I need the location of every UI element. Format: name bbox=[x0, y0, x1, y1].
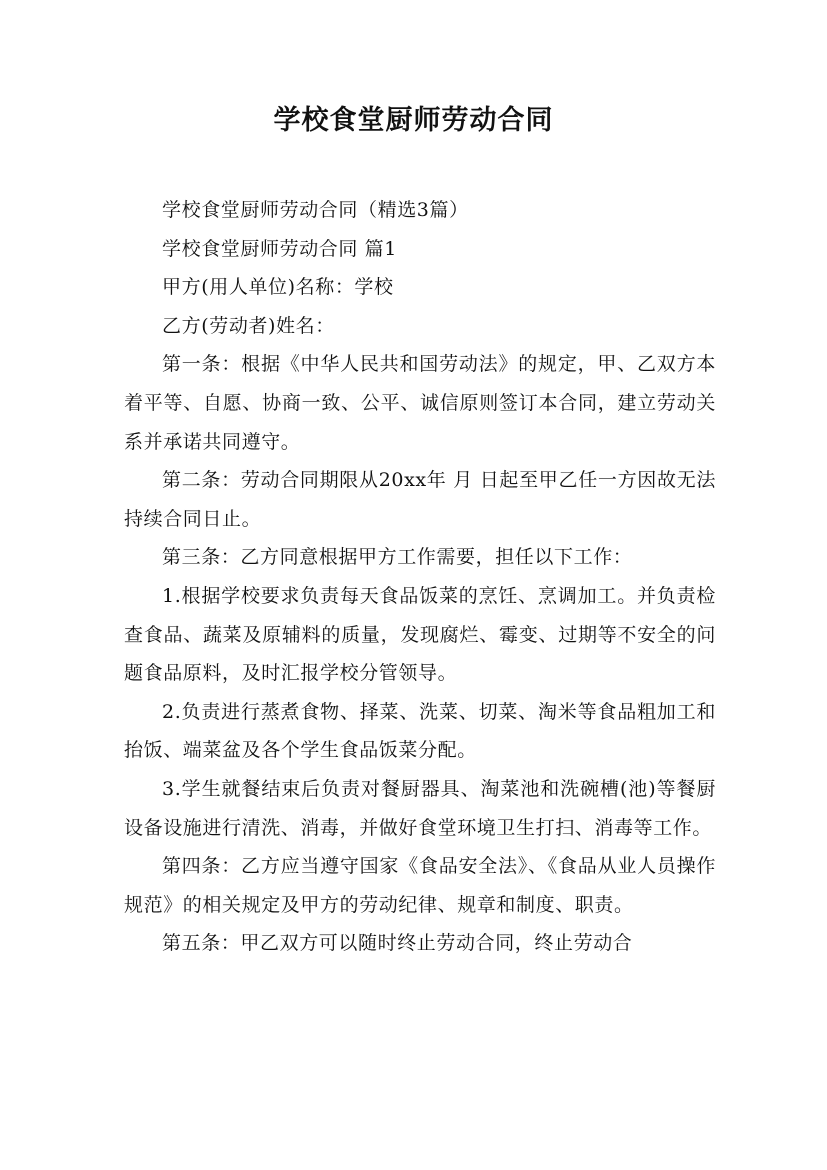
paragraph-duty-1: 1.根据学校要求负责每天食品饭菜的烹饪、烹调加工。并负责检查食品、蔬菜及原辅料的质量，发现腐烂、霉变、过期等不安全的问题食品原料，及时汇报学校分管领导。 bbox=[124, 584, 716, 685]
document-body bbox=[124, 191, 716, 963]
paragraph-duty-3: 3.学生就餐结束后负责对餐厨器具、淘菜池和洗碗槽(池)等餐厨设备设施进行清洗、消毒，并做好食堂环境卫生打扫、消毒等工作。 bbox=[124, 777, 716, 839]
paragraph-section-heading: 学校食堂厨师劳动合同 篇1 bbox=[162, 237, 397, 260]
paragraph-article-1: 第一条：根据《中华人民共和国劳动法》的规定，甲、乙双方本着平等、自愿、协商一致、公平、诚信原则签订本合同，建立劳动关系并承诺共同遵守。 bbox=[124, 353, 716, 453]
paragraph-article-3: 第三条：乙方同意根据甲方工作需要，担任以下工作： bbox=[162, 546, 633, 569]
paragraph-duty-2: 2.负责进行蒸煮食物、择菜、洗菜、切菜、淘米等食品粗加工和抬饭、端菜盆及各个学生食品饭菜分配。 bbox=[124, 700, 716, 762]
paragraph-article-2: 第二条：劳动合同期限从20xx年 月 日起至甲乙任一方因故无法持续合同日止。 bbox=[124, 469, 716, 530]
paragraph-article-5: 第五条：甲乙双方可以随时终止劳动合同，终止劳动合 bbox=[162, 932, 633, 955]
document-title: 学校食堂厨师劳动合同 bbox=[273, 105, 554, 136]
paragraph-party-b: 乙方(劳动者)姓名： bbox=[162, 314, 335, 337]
paragraph-article-4: 第四条：乙方应当遵守国家《食品安全法》、《食品从业人员操作规范》的相关规定及甲方的劳动纪律、规章和制度、职责。 bbox=[124, 855, 716, 916]
paragraph-subtitle: 学校食堂厨师劳动合同（精选3篇） bbox=[162, 199, 469, 221]
paragraph-party-a: 甲方(用人单位)名称：学校 bbox=[162, 276, 394, 299]
